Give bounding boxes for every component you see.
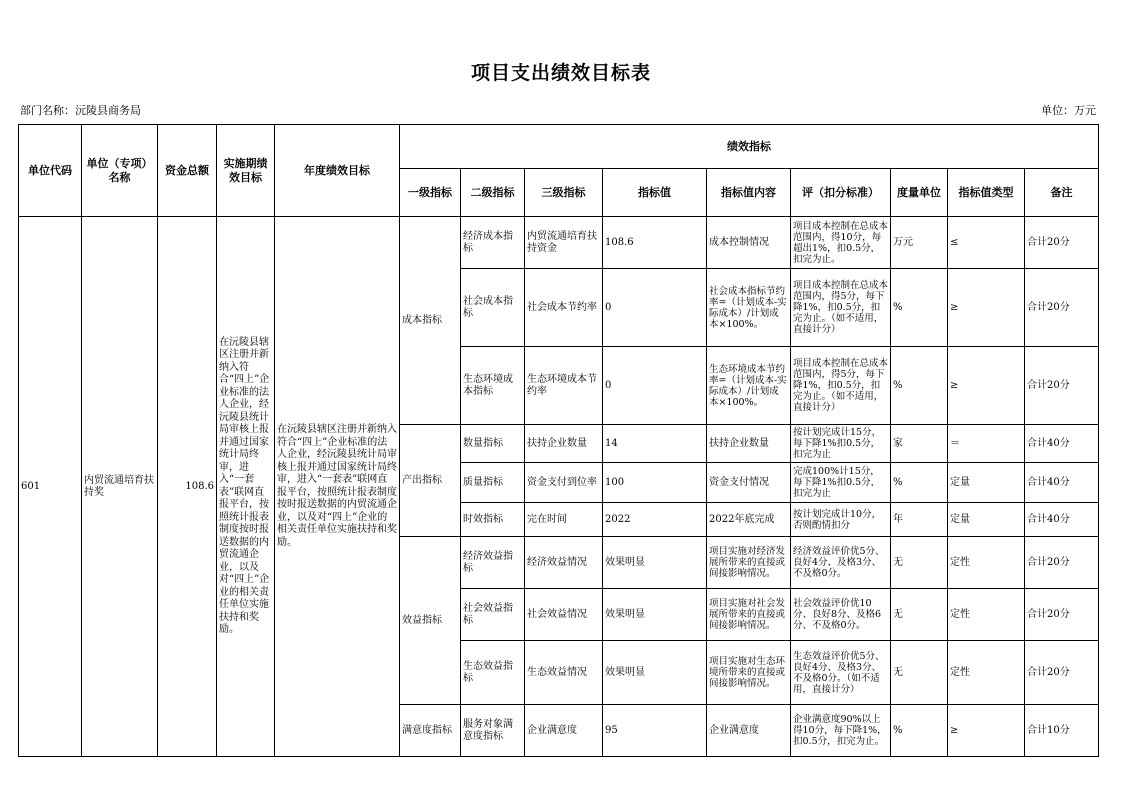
- scoring-cell: 完成100%计15分，每下降1%扣0.5分，扣完为止: [791, 463, 891, 503]
- remark-cell: 合计20分: [1025, 589, 1099, 641]
- header-total-funds: 资金总额: [158, 125, 217, 217]
- scoring-cell: 社会效益评价优10分、良好8分、及格6分、不及格0分。: [791, 589, 891, 641]
- annual-goal-cell: 在沅陵县辖区注册并新纳入符合“四上”企业标准的法人企业，经沅陵县统计局审核上报并通过国家统计局终审，进入“一套表”联网直报平台，按照统计报表制度按时报送数据的内贸流通企业，以及对“四上”企业的相关责任单位实施扶持和奖励。: [275, 217, 400, 757]
- value-type-cell: 定性: [948, 641, 1025, 705]
- header-level2: 二级指标: [461, 169, 525, 217]
- content-cell: 社会成本指标节约率=（计划成本-实际成本）/计划成本×100%。: [707, 269, 791, 347]
- remark-cell: 合计20分: [1025, 269, 1099, 347]
- performance-target-table: [18, 124, 1099, 757]
- content-cell: 成本控制情况: [707, 217, 791, 269]
- content-cell: 资金支付情况: [707, 463, 791, 503]
- measure-unit-cell: 年: [891, 503, 948, 537]
- level2-cell: 生态环境成本指标: [461, 347, 525, 425]
- measure-unit-cell: 无: [891, 589, 948, 641]
- remark-cell: 合计20分: [1025, 641, 1099, 705]
- value-cell: 效果明显: [603, 537, 707, 589]
- level2-cell: 生态效益指标: [461, 641, 525, 705]
- content-cell: 生态环境成本节约率=（计划成本-实际成本）/计划成本×100%。: [707, 347, 791, 425]
- content-cell: 企业满意度: [707, 705, 791, 757]
- header-remark: 备注: [1025, 169, 1099, 217]
- level3-cell: 资金支付到位率: [525, 463, 603, 503]
- unit-name-cell: 内贸流通培育扶持奖: [82, 217, 158, 757]
- remark-cell: 合计20分: [1025, 347, 1099, 425]
- header-level3: 三级指标: [525, 169, 603, 217]
- remark-cell: 合计20分: [1025, 217, 1099, 269]
- level3-cell: 生态效益情况: [525, 641, 603, 705]
- level2-cell: 经济成本指标: [461, 217, 525, 269]
- header-value-type: 指标值类型: [948, 169, 1025, 217]
- remark-cell: 合计20分: [1025, 537, 1099, 589]
- header-scoring: 评（扣分标准）: [791, 169, 891, 217]
- level1-cell: 成本指标: [400, 217, 461, 425]
- value-cell: 0: [603, 269, 707, 347]
- value-cell: 14: [603, 425, 707, 463]
- level2-cell: 时效指标: [461, 503, 525, 537]
- unit-code-cell: 601: [19, 217, 82, 757]
- value-cell: 效果明显: [603, 589, 707, 641]
- level3-cell: 生态环境成本节约率: [525, 347, 603, 425]
- measure-unit-cell: 无: [891, 537, 948, 589]
- header-unit-code: 单位代码: [19, 125, 82, 217]
- value-cell: 效果明显: [603, 641, 707, 705]
- scoring-cell: 按计划完成计15分，每下降1%扣0.5分，扣完为止: [791, 425, 891, 463]
- level2-cell: 质量指标: [461, 463, 525, 503]
- total-funds-cell: 108.6: [158, 217, 217, 757]
- scoring-cell: 按计划完成计10分，否则酌情扣分: [791, 503, 891, 537]
- scoring-cell: 企业满意度90%以上得10分，每下降1%，扣0.5分，扣完为止。: [791, 705, 891, 757]
- measure-unit-cell: 家: [891, 425, 948, 463]
- measure-unit-cell: %: [891, 705, 948, 757]
- table-row: [19, 217, 1099, 269]
- level3-cell: 扶持企业数量: [525, 425, 603, 463]
- level2-cell: 数量指标: [461, 425, 525, 463]
- content-cell: 扶持企业数量: [707, 425, 791, 463]
- measure-unit-cell: %: [891, 463, 948, 503]
- level3-cell: 经济效益情况: [525, 537, 603, 589]
- header-level1: 一级指标: [400, 169, 461, 217]
- content-cell: 项目实施对生态环境所带来的直接或间接影响情况。: [707, 641, 791, 705]
- remark-cell: 合计40分: [1025, 503, 1099, 537]
- value-cell: 100: [603, 463, 707, 503]
- measure-unit-cell: 万元: [891, 217, 948, 269]
- value-type-cell: 定性: [948, 537, 1025, 589]
- content-cell: 2022年底完成: [707, 503, 791, 537]
- value-cell: 95: [603, 705, 707, 757]
- level3-cell: 社会成本节约率: [525, 269, 603, 347]
- value-type-cell: ＝: [948, 425, 1025, 463]
- scoring-cell: 项目成本控制在总成本范围内，得10分，每超出1%，扣0.5分，扣完为止。: [791, 217, 891, 269]
- header-measure-unit: 度量单位: [891, 169, 948, 217]
- value-cell: 0: [603, 347, 707, 425]
- level2-cell: 经济效益指标: [461, 537, 525, 589]
- scoring-cell: 项目成本控制在总成本范围内，得5分，每下降1%，扣0.5分，扣完为止。（如不适用，直接计分）: [791, 347, 891, 425]
- header-unit-name: 单位（专项）名称: [82, 125, 158, 217]
- value-type-cell: ≤: [948, 217, 1025, 269]
- scoring-cell: 生态效益评价优5分、良好4分、及格3分、不及格0分。（如不适用，直接计分）: [791, 641, 891, 705]
- measure-unit-cell: 无: [891, 641, 948, 705]
- value-type-cell: 定量: [948, 463, 1025, 503]
- header-impl-goal: 实施期绩效目标: [217, 125, 275, 217]
- value-type-cell: 定性: [948, 589, 1025, 641]
- department-name: 部门名称：沅陵县商务局: [20, 104, 141, 117]
- value-type-cell: ≥: [948, 347, 1025, 425]
- content-cell: 项目实施对经济发展所带来的直接或间接影响情况。: [707, 537, 791, 589]
- header-value: 指标值: [603, 169, 707, 217]
- measure-unit-cell: %: [891, 269, 948, 347]
- header-perf-indicators: 绩效指标: [400, 125, 1099, 169]
- currency-unit: 单位：万元: [1041, 104, 1096, 117]
- value-type-cell: 定量: [948, 503, 1025, 537]
- page-title: 项目支出绩效目标表: [470, 62, 651, 84]
- value-cell: 108.6: [603, 217, 707, 269]
- level1-cell: 满意度指标: [400, 705, 461, 757]
- value-type-cell: ≥: [948, 705, 1025, 757]
- impl-goal-cell: 在沅陵县辖区注册并新纳入符合“四上”企业标准的法人企业，经沅陵县统计局审核上报并通过国家统计局终审，进入“一套表”联网直报平台，按照统计报表制度按时报送数据的内贸流通企业，以及对“四上”企业的相关责任单位实施扶持和奖励。: [217, 217, 275, 757]
- level3-cell: 社会效益情况: [525, 589, 603, 641]
- level3-cell: 完在时间: [525, 503, 603, 537]
- level1-cell: 产出指标: [400, 425, 461, 537]
- scoring-cell: 项目成本控制在总成本范围内，得5分，每下降1%，扣0.5分，扣完为止。（如不适用，直接计分）: [791, 269, 891, 347]
- header-value-content: 指标值内容: [707, 169, 791, 217]
- level3-cell: 内贸流通培育扶持资金: [525, 217, 603, 269]
- remark-cell: 合计40分: [1025, 463, 1099, 503]
- scoring-cell: 经济效益评价优5分、良好4分、及格3分、不及格0分。: [791, 537, 891, 589]
- level2-cell: 服务对象满意度指标: [461, 705, 525, 757]
- remark-cell: 合计40分: [1025, 425, 1099, 463]
- header-annual-goal: 年度绩效目标: [275, 125, 400, 217]
- level2-cell: 社会成本指标: [461, 269, 525, 347]
- measure-unit-cell: %: [891, 347, 948, 425]
- level1-cell: 效益指标: [400, 537, 461, 705]
- level2-cell: 社会效益指标: [461, 589, 525, 641]
- level3-cell: 企业满意度: [525, 705, 603, 757]
- value-type-cell: ≥: [948, 269, 1025, 347]
- value-cell: 2022: [603, 503, 707, 537]
- remark-cell: 合计10分: [1025, 705, 1099, 757]
- content-cell: 项目实施对社会发展所带来的直接或间接影响情况。: [707, 589, 791, 641]
